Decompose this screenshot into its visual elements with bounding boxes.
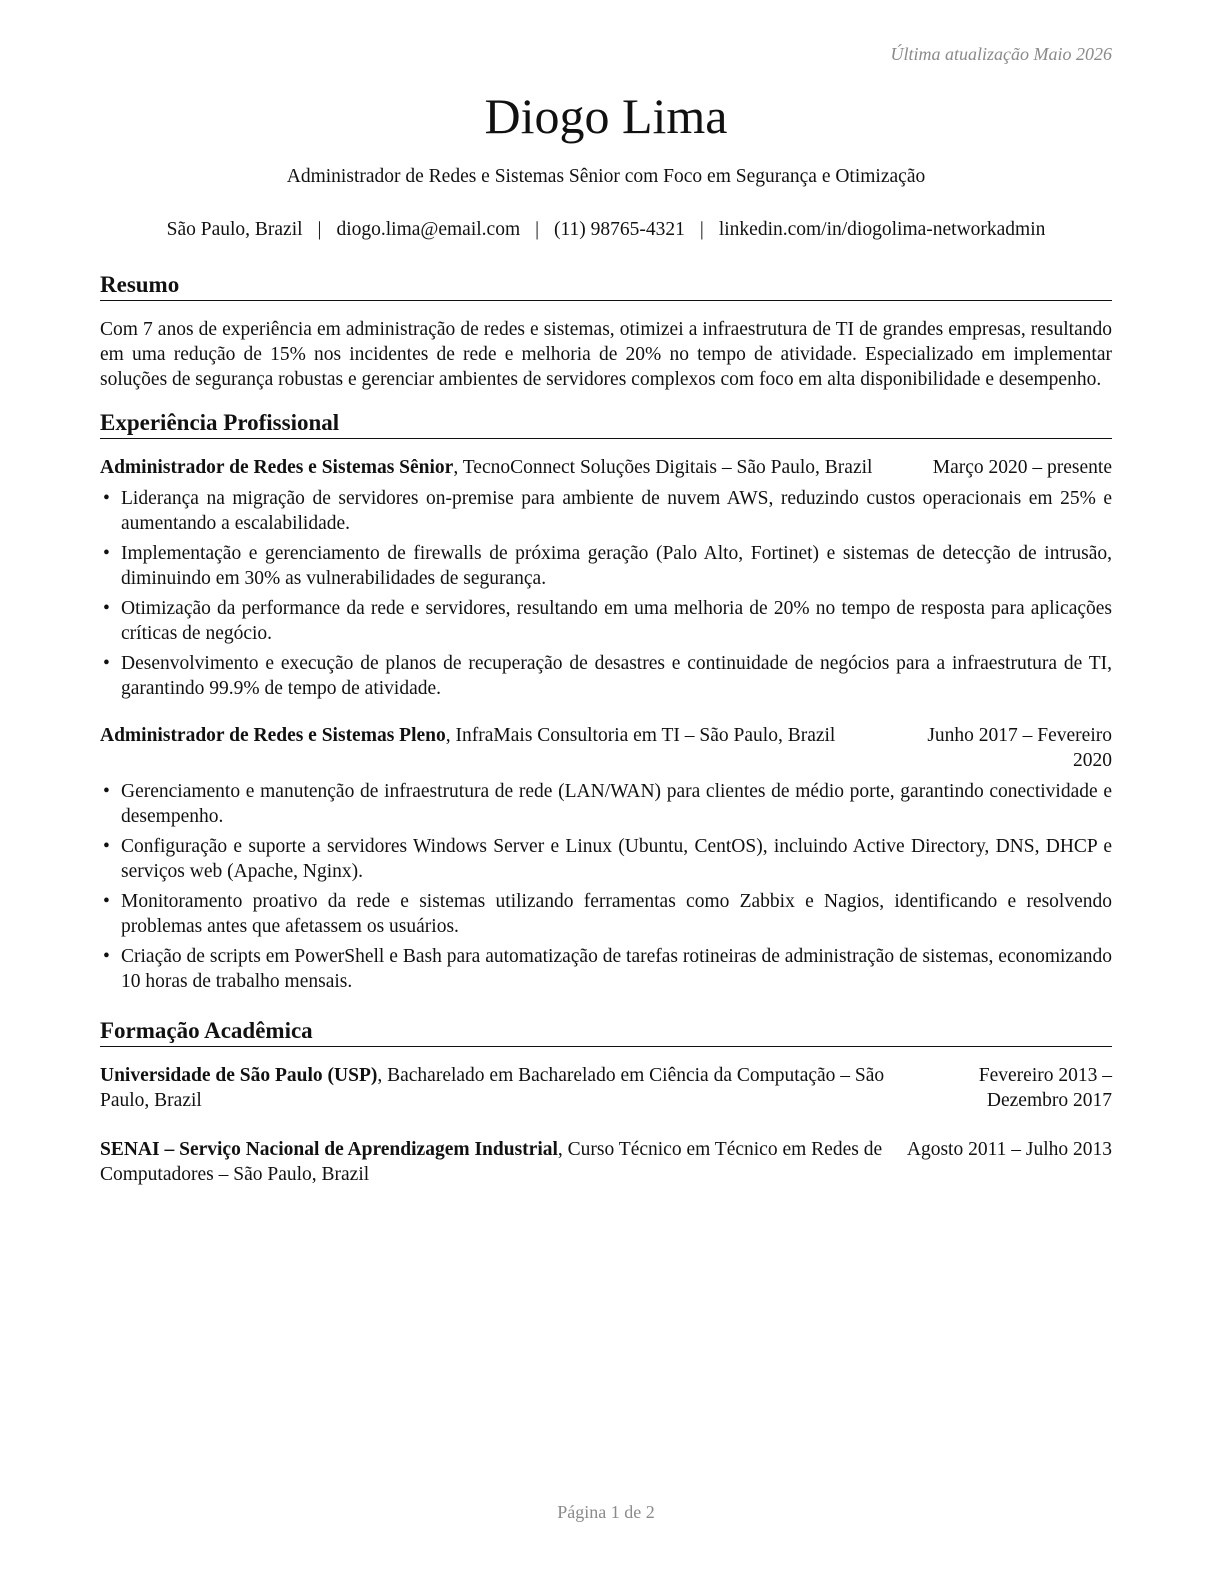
job-bullets — [100, 486, 1112, 701]
bullet-text: Configuração e suporte a servidores Windows Server e Linux (Ubuntu, CentOS), incluindo Active Directory, DNS, DHCP e serviços web (Apache, Nginx). — [121, 836, 1112, 882]
education-title-line — [100, 1063, 902, 1113]
education-heading: Formação Acadêmica — [100, 1016, 1112, 1047]
contact-line — [100, 219, 1112, 241]
education-detail: , Curso Técnico em Técnico em Redes de Computadores – São Paulo, Brazil — [100, 1139, 883, 1185]
contact-separator: | — [535, 219, 540, 240]
education-institution: Universidade de São Paulo (USP) — [100, 1065, 378, 1086]
job-company: , InfraMais Consultoria em TI – São Paulo, Brazil — [445, 725, 836, 746]
bullet-text: Criação de scripts em PowerShell e Bash para automatização de tarefas rotineiras de administração de sistemas, economizando 10 horas de trabalho mensais. — [121, 946, 1112, 992]
job-company: , TecnoConnect Soluções Digitais – São Paulo, Brazil — [453, 457, 873, 478]
bullet-text: Gerenciamento e manutenção de infraestrutura de rede (LAN/WAN) para clientes de médio porte, garantindo conectividade e desempenho. — [121, 781, 1112, 827]
contact-phone: (11) 98765-4321 — [554, 219, 685, 240]
bullet-icon: • — [103, 543, 110, 564]
bullet-icon: • — [103, 598, 110, 619]
contact-email[interactable]: diogo.lima@email.com — [336, 219, 521, 240]
bullet-item — [100, 541, 1112, 591]
education-dates: Agosto 2011 – Julho 2013 — [906, 1139, 1112, 1160]
bullet-item — [100, 944, 1112, 994]
bullet-icon: • — [103, 891, 110, 912]
bullet-icon: • — [103, 488, 110, 509]
job-role: Administrador de Redes e Sistemas Sênior — [100, 457, 454, 478]
contact-linkedin[interactable]: linkedin.com/in/diogolima-networkadmin — [718, 219, 1046, 240]
job-entry — [100, 723, 1112, 994]
job-role: Administrador de Redes e Sistemas Pleno — [100, 725, 446, 746]
bullet-icon: • — [103, 946, 110, 967]
job-entry — [100, 455, 1112, 701]
bullet-text: Monitoramento proativo da rede e sistemas utilizando ferramentas como Zabbix e Nagios, identificando e resolvendo problemas antes que afetassem os usuários. — [121, 891, 1112, 937]
education-section — [100, 1016, 1112, 1187]
contact-location: São Paulo, Brazil — [166, 219, 303, 240]
bullet-text: Implementação e gerenciamento de firewalls de próxima geração (Palo Alto, Fortinet) e sistemas de detecção de intrusão, diminuindo em 30% as vulnerabilidades de segurança. — [121, 543, 1112, 589]
job-title-line — [100, 723, 902, 748]
experience-section — [100, 408, 1112, 994]
job-header — [100, 455, 1112, 480]
education-entry — [100, 1063, 1112, 1113]
bullet-text: Otimização da performance da rede e servidores, resultando em uma melhoria de 20% no tempo de resposta para aplicações críticas de negócio. — [121, 598, 1112, 644]
job-header — [100, 723, 1112, 773]
job-bullets — [100, 779, 1112, 994]
education-dates: Fevereiro 2013 – Dezembro 2017 — [978, 1065, 1112, 1111]
contact-separator: | — [317, 219, 322, 240]
bullet-item — [100, 651, 1112, 701]
education-detail: , Bacharelado em Bacharelado em Ciência da Computação – São Paulo, Brazil — [100, 1065, 885, 1111]
bullet-item — [100, 779, 1112, 829]
last-updated-note: Última atualização Maio 2026 — [890, 44, 1112, 64]
education-title-line — [100, 1137, 907, 1187]
bullet-icon: • — [103, 781, 110, 802]
candidate-name: Diogo Lima — [484, 88, 728, 144]
bullet-item — [100, 834, 1112, 884]
job-dates: Março 2020 – presente — [932, 457, 1112, 478]
contact-separator: | — [699, 219, 704, 240]
summary-section — [100, 270, 1112, 392]
job-dates: Junho 2017 – Fevereiro 2020 — [927, 725, 1112, 771]
education-institution: SENAI – Serviço Nacional de Aprendizagem Industrial — [100, 1139, 558, 1160]
resume-content — [100, 270, 1112, 1187]
bullet-icon: • — [103, 836, 110, 857]
summary-text: Com 7 anos de experiência em administração de redes e sistemas, otimizei a infraestrutura de TI de grandes empresas, resultando em uma redução de 15% nos incidentes de rede e melhoria de 20% no tempo de atividade. Especializado em implementar soluções de segurança robustas e gerenciar ambientes de servidores complexos com foco em alta disponibilidade e desempenho. — [100, 319, 1112, 390]
professional-headline: Administrador de Redes e Sistemas Sênior com Foco em Segurança e Otimização — [286, 166, 926, 187]
experience-heading: Experiência Profissional — [100, 408, 1112, 439]
bullet-icon: • — [103, 653, 110, 674]
resume-page — [100, 0, 1112, 1584]
summary-heading: Resumo — [100, 270, 1112, 301]
education-entry — [100, 1137, 1112, 1187]
bullet-item — [100, 596, 1112, 646]
education-header — [100, 1063, 1112, 1113]
page-number: Página 1 de 2 — [557, 1502, 655, 1522]
bullet-item — [100, 889, 1112, 939]
bullet-text: Liderança na migração de servidores on-premise para ambiente de nuvem AWS, reduzindo custos operacionais em 25% e aumentando a escalabilidade. — [121, 488, 1112, 534]
education-header — [100, 1137, 1112, 1187]
bullet-text: Desenvolvimento e execução de planos de recuperação de desastres e continuidade de negócios para a infraestrutura de TI, garantindo 99.9% de tempo de atividade. — [121, 653, 1112, 699]
job-title-line — [100, 455, 933, 480]
bullet-item — [100, 486, 1112, 536]
